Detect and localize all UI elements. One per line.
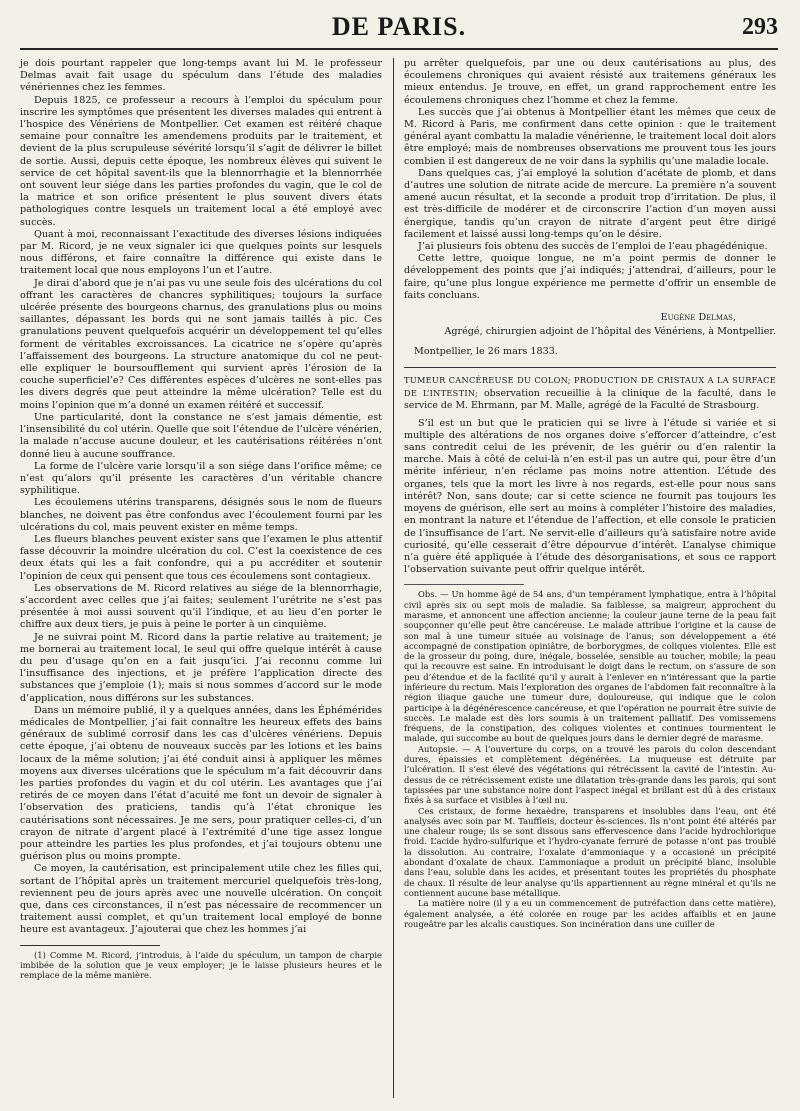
paragraph: Les succès que j’ai obtenus à Montpellier étant les mêmes que ceux de M. Ricord à Paris, me confirment dans cette opinion : que le traitement général ayant combattu la maladie vénérienne, le traitement local doit alors être employé; mais de nombreuses observations me prouvent tous les jours combien il est dangereux de ne voir dans la syphilis qu’une maladie locale. (404, 106, 776, 167)
running-title: DE PARIS. (331, 12, 467, 41)
paragraph: Ce moyen, la cautérisation, est principalement utile chez les filles qui, sortant de l’hôpital après un traitement mercuriel quelquefois très-long, reviennent peu de jours après avec une nouvelle ulcération. On conçoit que, dans ces circonstances, il n’est pas nécessaire de recommencer un traitement aussi complet, et qu’un traitement local employé de bonne heure est avantageux. J’ajouterai que chez les hommes j’ai (20, 863, 382, 936)
article-separator (404, 367, 776, 368)
left-column (20, 58, 382, 1098)
paragraph: Quant à moi, reconnaissant l’exactitude des diverses lésions indiquées par M. Ricord, je ne veux signaler ici que quelques points sur lesquels nous différons, et faire connaître la différence qui existe dans le traitement local que nous employons l’un et l’autre. (20, 228, 382, 277)
signature-name: Eugène Delmas, (660, 312, 736, 324)
paragraph: je dois pourtant rappeler que long-temps avant lui M. le professeur Delmas avait fait usage du spéculum dans l’étude des maladies vénériennes chez les femmes. (20, 58, 382, 94)
paragraph: Les flueurs blanches peuvent exister sans que l’examen le plus attentif fasse découvrir la moindre ulcération du col. C’est la coexistence de ces deux états qui les a fait confondre, qui a pu accréditer et soutenir l’opinion de ceux qui pensent que tous ces écoulemens sont contagieux. (20, 533, 382, 582)
paragraph: Une particularité, dont la constance ne s’est jamais démentie, est l’insensibilité du col utérin. Quelle que soit l’étendue de l’ulcère vénérien, la malade n’accuse aucune douleur, et les cautérisations réitérées n’ont donné lieu à aucune souffrance. (20, 411, 382, 460)
paragraph: J’ai plusieurs fois obtenu des succès de l’emploi de l’eau phagédénique. (418, 241, 768, 253)
article-title (404, 374, 776, 412)
paragraph: Les observations de M. Ricord relatives au siége de la blennorrhagie, s’accordent avec celles que j’ai faites; seulement l’urétrite ne s’est pas présentée à moi aussi souvent qu’il l’indique, et au lieu d’en porter le chiffre aux deux tiers, je puis à peine le porter à un cinquième. (20, 582, 382, 631)
footnote: (1) Comme M. Ricord, j’introduis, à l’aide du spéculum, un tampon de charpie imbibée de la solution que je veux employer; je le laisse plusieurs heures et le remplace de la même manière. (20, 949, 382, 981)
paragraph: Je dirai d’abord que je n’ai pas vu une seule fois des ulcérations du col offrant les caractères de chancres syphilitiques; toujours la surface ulcérée présente des bourgeons charnus, des granulations plus ou moins saillantes, dépassant les bords qui ne sont jamais taillés à pic. Ces granulations peuvent quelquefois acquérir un développement tel qu’elles forment de véritables excroissances. La cicatrice ne s’opère qu’après l’affaissement des bourgeons. La structure anatomique du col ne peut-elle expliquer le boursoufflement qui survient après l’érosion de la couche superficiel’e? Ces différentes espèces d’ulcères ne sont-elles pas les divers degrés que peut atteindre la même ulcération? Telle est du moins l’opinion que m’a donné un examen réitéré et successif. (20, 277, 382, 411)
observation-paragraph: La matière noire (il y a eu un commencement de putréfaction dans cette matière), également analysée, a été colorée en rouge par les acides affaiblis et en jaune rougeâtre par les alcalis caustiques. Son incinération dans une cuiller de (404, 898, 776, 929)
paragraph: Je ne suivrai point M. Ricord dans la partie relative au traitement; je me bornerai au traitement local, le seul qui offre quelque intérêt à cause du peu d’usage qu’on en a fait jusqu’ici. J’ai reconnu comme lui l’insuffisance des injections, et je préfère l’application directe des substances que j’emploie (1); mais si nous sommes d’accord sur le mode d’application, nous différons sur les substances. (20, 631, 382, 704)
article-paragraph: S’il est un but que le praticien qui se livre à l’étude si variée et si multiple des altérations de nos organes doive s’efforcer d’atteindre, c’est sans contredit celui de les prévenir, de les guérir ou d’en ralentir la marche. Mais à côté de celui-là n’en est-il pas un autre qui, pour être d’un mérite inférieur, n’en réclame pas moins notre attention. L’étude des organes, tels que la mort les livre à nos regards, est-elle pour nous sans intérêt? Non, sans doute; car si cette science ne fournit pas toujours les moyens de guérison, elle sert au moins à compléter l’histoire des maladies, en montrant la nature et l’étendue de l’affection, et elle console le praticien de l’insuffisance de l’art. Ne servit-elle d’ailleurs qu’à satisfaire notre avide curiosité, qu’elle cesserait d’être dépourvue d’intérêt. L’analyse chimique n’a guère été appliquée à l’étude des désorganisations, et sous ce rapport l’observation suivante peut offrir quelque intérêt. (404, 417, 776, 576)
paragraph: pu arrêter quelquefois, par une ou deux cautérisations au plus, des écoulemens chroniques qui avaient résisté aux traitemens généraux les mieux entendus. Je trouve, en effet, un grand rapprochement entre les écoulemens chroniques chez l’homme et chez la femme. (404, 58, 776, 106)
page-header (20, 12, 778, 50)
page-number: 293 (742, 14, 778, 40)
paragraph: La forme de l’ulcère varie lorsqu’il a son siége dans l’orifice même; ce n’est qu’alors qu’il présente les caractères d’un véritable chancre syphilitique. (20, 460, 382, 497)
article-title-rest: observation recueillie à la clinique de la faculté, dans le service de M. Ehrmann, par M. Malle, agrégé de la Faculté de Strasbourg. (404, 387, 776, 411)
right-column (404, 58, 776, 1098)
paragraph: Dans quelques cas, j’ai employé la solution d’acétate de plomb, et dans d’autres une solution de nitrate acide de mercure. La première n’a souvent amené aucun résultat, et la seconde a produit trop d’irritation. De plus, il est très-difficile de modérer et de circonscrire l’action d’un moyen aussi énergique, tandis qu’un crayon de nitrate d’argent peut être dirigé facilement et laissé aussi long-temps qu’on le désire. (404, 167, 776, 240)
signature-title: Agrégé, chirurgien adjoint de l’hôpital des Vénériens, à Montpellier. (444, 326, 776, 338)
observation-rule (404, 584, 524, 585)
column-divider (393, 58, 394, 1098)
article-title-caps: TUMEUR CANCÉREUSE DU COLON; PRODUCTION DE CRISTAUX A LA SURFACE DE L’INTESTIN; (404, 374, 776, 398)
observation-block (404, 589, 776, 929)
footnote-rule (20, 945, 160, 946)
signature-place-date: Montpellier, le 26 mars 1833. (414, 346, 558, 358)
observation-paragraph: Ces cristaux, de forme hexaèdre, transparens et insolubles dans l’eau, ont été analysés avec soin par M. Tauffleis, docteur ès-sciences. Ils n’ont point été altérés par une chaleur rouge; ils se sont dissous sans effervescence dans l’acide hydrochlorique froid. L’acide hydro-sulfurique et l’hydro-cyanate ferruré de potasse n’ont pas troublé la dissolution. Au contraire, l’oxalate d’ammoniaque y a occasioné un précipité abondant d’oxalate de chaux. L’ammoniaque a produit un précipité blanc, insoluble dans l’eau, soluble dans les acides, et présentant toutes les propriétés du phosphate de chaux. Il résulte de leur analyse qu’ils appartiennent au règne minéral et qu’ils ne contiennent aucune base métallique. (404, 805, 776, 898)
paragraph: Depuis 1825, ce professeur a recours à l’emploi du spéculum pour inscrire les symptômes que présentent les diverses malades qui entrent à l’hospice des Vénériens de Montpellier. Cet examen est réitéré chaque semaine pour connaître les amendemens produits par le traitement, et devient de la plus scrupuleuse sévérité lorsqu’il s’agit de délivrer le billet de sortie. Aussi, depuis cette époque, les nombreux élèves qui suivent le service de cet hôpital savent-ils que la blennorrhagie et la blennorrhée ont souvent leur siége dans les parties profondes du vagin, que le col de la matrice et son orifice présentent le plus souvent divers états pathologiques contre lesquels un traitement local a été employé avec succès. (20, 94, 382, 228)
paragraph: Dans un mémoire publié, il y a quelques années, dans les Éphémérides médicales de Montpellier, j’ai fait connaître les heureux effets des bains généraux de sublimé corrosif dans les cas d’ulcères vénériens. Depuis cette époque, j’ai obtenu de nouveaux succès par les lotions et les bains locaux de la même solution; j’ai été conduit ainsi à appliquer les mêmes moyens aux diverses ulcérations que le spéculum m’a fait découvrir dans les parties profondes du vagin et du col utérin. Les avantages que j’ai retirés de ce moyen dans l’état d’acuité me font un devoir de signaler à l’observation des praticiens, tandis qu’à l’état chronique les cautérisations sont nécessaires. Je me sers, pour pratiquer celles-ci, d’un crayon de nitrate d’argent placé à l’extrémité d’une tige assez longue pour atteindre les parties les plus profondes, et j’ai toujours obtenu une guérison plus ou moins prompte. (20, 704, 382, 863)
observation-paragraph: Obs. — Un homme âgé de 54 ans, d’un tempérament lymphatique, entra à l’hôpital civil après six ou sept mois de maladie. Sa faiblesse, sa maigreur, approchent du marasme, et annoncent une affection ancienne; la couleur jaune terne de la peau fait soupçonner qu’elle peut être cancéreuse. Le malade attribue l’origine et la cause de son mal à une tumeur située au voisinage de l’anus; son développement a été accompagné de constipation opiniâtre, de borborygmes, de coliques violentes. Elle est de la grosseur du poing, dure, inégale, bosselée, sensible au toucher, mobile; la peau qui la recouvre est saine. En introduisant le doigt dans le rectum, on s’assure de son peu d’étendue et de la facilité qu’il y aurait à l’enlever en n’intéressant que la partie inférieure du rectum. Mais l’exploration des organes de l’abdomen fait reconnaître à la région iliaque gauche une tumeur dure, douloureuse, qui indique que le colon participe à la dégénérescence cancéreuse, et que l’opération ne pourrait être suivie de succès. Le malade est dès lors soumis à un traitement palliatif. Des vomissemens fréquens, de la constipation, des coliques violentes et continues tourmentent le malade, qui succombe au bout de quelques jours dans le dernier degré de marasme. (404, 589, 776, 744)
paragraph: Les écoulemens utérins transparens, désignés sous le nom de flueurs blanches, ne doivent pas être confondus avec l’écoulement fourni par les ulcérations du col, mais peuvent exister en même temps. (20, 497, 382, 533)
paragraph: Cette lettre, quoique longue, ne m’a point permis de donner le développement des points que j’ai indiqués; j’attendrai, d’ailleurs, pour le faire, qu’une plus longue expérience me permette d’offrir un ensemble de faits concluans. (404, 253, 776, 301)
observation-paragraph: Autopsie. — A l’ouverture du corps, on a trouvé les parois du colon descendant dures, épaissies et complètement dégénérées. La muqueuse est détruite par l’ulcération. Il s’est élevé des végétations qui rétrécissent la cavité de l’intestin. Au-dessus de ce rétrécissement existe une dilatation très-grande dans les parois, qui sont tapissées par une substance noire dont l’aspect inégal et brillant est dû à des cristaux fixés à sa surface et visibles à l’œil nu. (404, 743, 776, 806)
